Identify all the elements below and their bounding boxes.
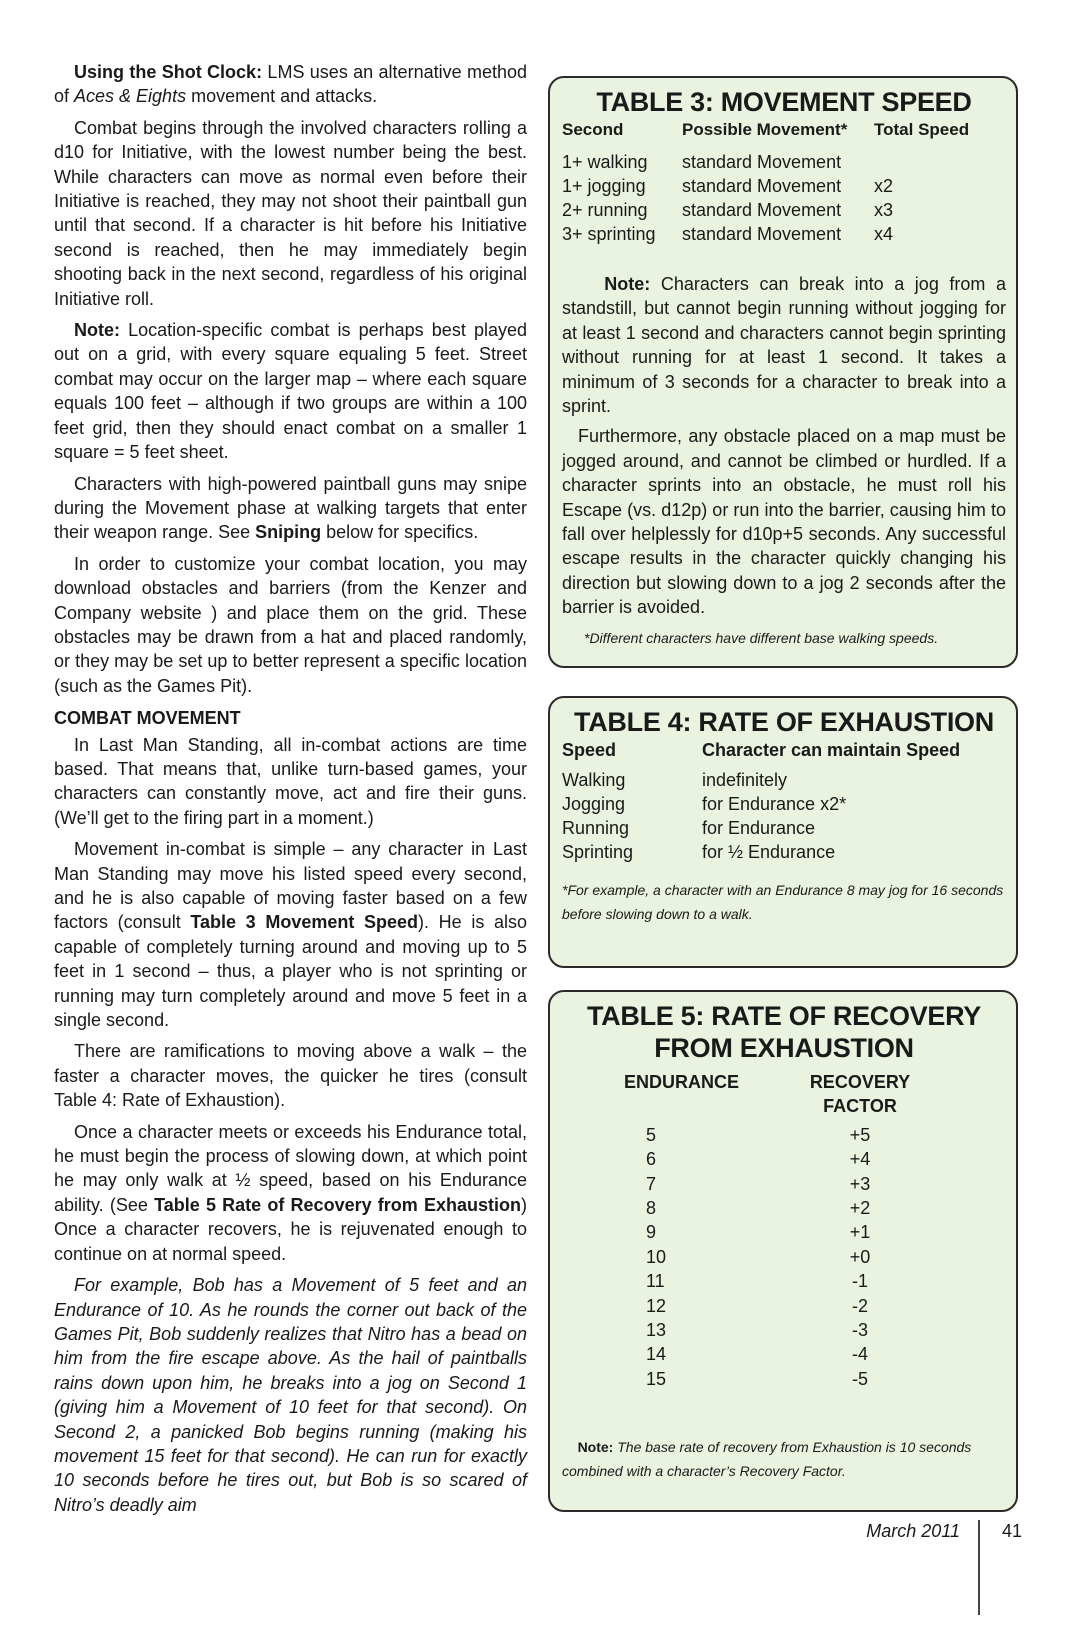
table-row: 10 +0 (646, 1246, 871, 1267)
paragraph-shot-clock: Using the Shot Clock: LMS uses an alternative method of Aces & Eights movement and attacks. (54, 62, 527, 107)
table3-header-row: Second Possible Movement* Total Speed (562, 120, 970, 139)
table-row: 6 +4 (646, 1149, 871, 1170)
page-number: 41 (1001, 1521, 1022, 1541)
table3-note: Note: Characters can break into a jog from a standstill, but cannot begin running without jogging for at least 1 second and characters cannot begin sprinting without running for at least 1 second. It takes a minimum of 3 seconds for a character to break into a sprint. (562, 274, 1006, 417)
table4-box (548, 696, 1018, 968)
table5-header-row: ENDURANCE RECOVERY FACTOR (624, 1072, 911, 1117)
table-row: 14 -4 (646, 1344, 868, 1365)
table-row: 1+ walking standard Movement (562, 152, 842, 172)
table-row: 8 +2 (646, 1198, 871, 1219)
table-row: 5 +5 (646, 1124, 871, 1145)
table4-grid (562, 738, 1006, 864)
table3-grid (562, 118, 1006, 246)
paragraph-ramifications: There are ramifications to moving above a walk – the faster a character moves, the quicker he tires (consult Table 4: Rate of Exhaustion). (54, 1041, 527, 1111)
table3-obstacle-paragraph: Furthermore, any obstacle placed on a map must be jogged around, and cannot be climbed or hurdled. If a character sprints into an obstacle, he must roll his Escape (vs. d12p) or run into the barrier, causing him to fall over helplessly for d10p+5 seconds. Any successful escape results in the character quickly changing his direction but slowing down to a jog 2 seconds after the barrier is avoided. (562, 426, 1006, 618)
table3-title: TABLE 3: MOVEMENT SPEED (596, 87, 972, 117)
paragraph-endurance: Once a character meets or exceeds his Endurance total, he must begin the process of slowing down, at which point he may only walk at ½ speed, based on his Endurance ability. (See Table 5 Rate of Recovery from Exhaustion) Once a character recovers, he is rejuvenated enough to continue on at normal speed. (54, 1121, 527, 1264)
paragraph-initiative: Combat begins through the involved characters rolling a d10 for Initiative, with the lowest number being the best. While characters can move as normal even before their Initiative is reached, they may not shoot their paintball gun until that second. If a character is hit before his Initiative second is reached, then he may immediately begin shooting back in the next second, regardless of his original Initiative roll. (54, 117, 527, 309)
paragraph-note-grid: Note: Location-specific combat is perhaps best played out on a grid, with every square equaling 5 feet. Street combat may occur on the larger map – where each square equals 100 feet – although if two groups are within a 100 feet grid, then they should enact combat on a smaller 1 square = 5 feet sheet. (54, 320, 527, 463)
left-column (54, 60, 527, 1524)
table-row: 13 -3 (646, 1320, 868, 1341)
table-row: 2+ running standard Movement x3 (562, 200, 894, 220)
table-row: 15 -5 (646, 1368, 868, 1389)
table-row: 7 +3 (646, 1173, 871, 1194)
shot-clock-label: Using the Shot Clock: (74, 62, 263, 82)
table-row: 9 +1 (646, 1222, 871, 1243)
table-row: Jogging for Endurance x2* (562, 794, 847, 814)
paragraph-movement: Movement in-combat is simple – any character in Last Man Standing may move his listed speed every second, and he is also capable of moving faster based on a few factors (consult Table 3 Movement Speed). He is also capable of completely turning around and moving up to 5 feet in 1 second – thus, a player who is not sprinting or running may turn completely around and move 5 feet in a single second. (54, 839, 527, 1031)
page-footer (866, 1518, 1022, 1615)
table5-grid (624, 1070, 944, 1391)
paragraph-example: For example, Bob has a Movement of 5 feet and an Endurance of 10. As he rounds the corner out back of the Games Pit, Bob suddenly realizes that Nitro has a bead on him from the fire escape above. As the hail of paintballs rains down upon him, he breaks into a jog on Second 1 (giving him a Movement of 10 feet for that second). On Second 2, a panicked Bob begins running (making his movement 15 feet for that second). He can run for exactly 10 seconds before he tires out, but Bob is so scared of Nitro’s deadly aim (54, 1275, 527, 1515)
table3-footnote: *Different characters have different base walking speeds. (584, 629, 939, 646)
table-row: 3+ sprinting standard Movement x4 (562, 224, 894, 244)
table3-box (548, 76, 1018, 668)
table-row: 11 -1 (646, 1271, 868, 1292)
table-row: Sprinting for ½ Endurance (562, 842, 836, 862)
table-row: Walking indefinitely (562, 770, 788, 790)
section-heading: COMBAT MOVEMENT (54, 708, 241, 729)
footer-date: March 2011 (866, 1521, 960, 1541)
table-row: Running for Endurance (562, 818, 816, 838)
paragraph-sniping: Characters with high-powered paintball guns may snipe during the Movement phase at walking targets that enter their weapon range. See Sniping below for specifics. (54, 473, 527, 543)
table5-box (548, 990, 1018, 1512)
paragraph-time-based: In Last Man Standing, all in-combat actions are time based. That means that, unlike turn-based games, your characters can constantly move, act and fire their guns. (We’ll get to the firing part in a moment.) (54, 734, 527, 828)
table4-footnote: *For example, a character with an Endurance 8 may jog for 16 seconds before slowing down to a walk. (562, 882, 1004, 922)
table4-header-row: Speed Character can maintain Speed (562, 740, 961, 760)
table5-note: Note: The base rate of recovery from Exhaustion is 10 seconds combined with a character’s Recovery Factor. (562, 1439, 972, 1480)
table-row: 1+ jogging standard Movement x2 (562, 176, 894, 196)
table4-title: TABLE 4: RATE OF EXHAUSTION (574, 707, 994, 737)
paragraph-customize: In order to customize your combat location, you may download obstacles and barriers (from the Kenzer and Company website ) and place them on the grid. These obstacles may be drawn from a hat and placed randomly, or they may be set up to better represent a specific location (such as the Games Pit). (54, 553, 527, 696)
table5-title-line2: FROM EXHAUSTION (654, 1033, 914, 1063)
table-row: 12 -2 (646, 1295, 868, 1316)
table5-title-line1: TABLE 5: RATE OF RECOVERY (586, 1001, 982, 1031)
